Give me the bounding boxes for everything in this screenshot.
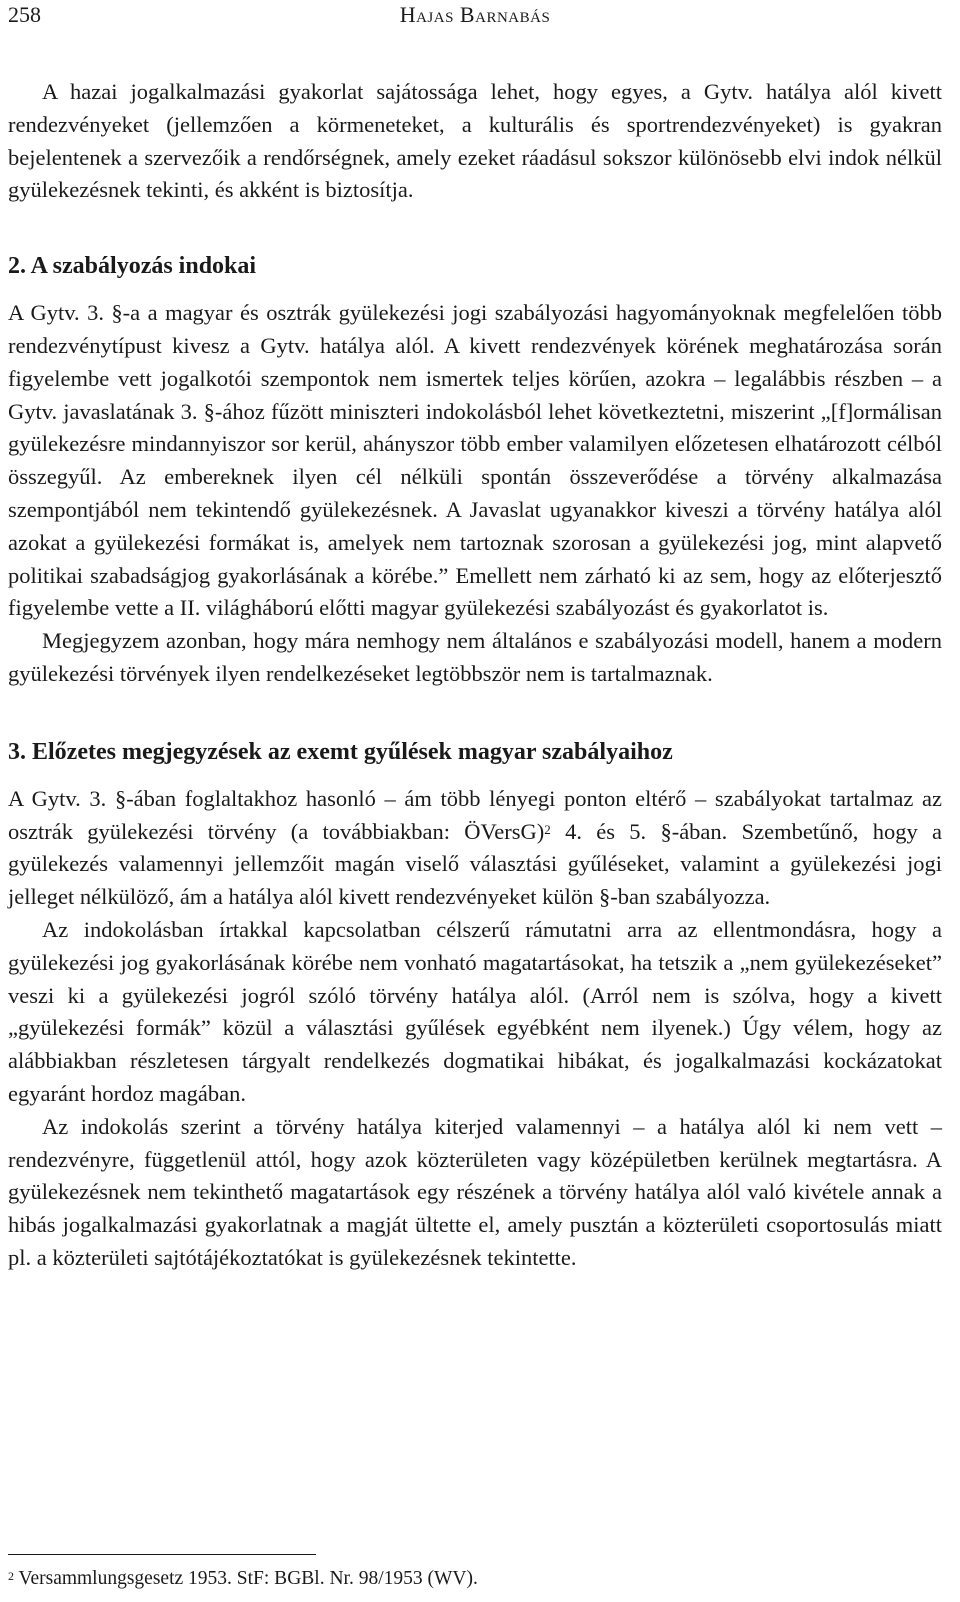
running-title: Hajas Barnabás (399, 2, 551, 27)
document-page (8, 0, 942, 1275)
section-3-paragraph (8, 783, 942, 914)
section-3-text: 4. és 5. §-ában. Szembetűnő, hogy a gyülekezés valamennyi jellemzőit magán viselő választási gyűléseket, valamint a gyülekezési jogi jelleget nélkülöző, ám a hatálya alól kivett rendezvényeket külön §-ban szabályozza. (8, 818, 943, 910)
footnote-reference[interactable]: 2 (544, 821, 551, 837)
section-3-text: A Gytv. 3. §-ában foglaltakhoz hasonló – ám több lényegi ponton eltérő – szabályokat tartalmaz az osztrák gyülekezési törvény (a továbbiakban: ÖVersG) (8, 785, 942, 844)
intro-paragraph: A hazai jogalkalmazási gyakorlat sajátossága lehet, hogy egyes, a Gytv. hatálya alól kivett rendezvényeket (jellemzően a körmeneteket, a kulturális és sportrendezvényeket) is gyakran bejelentenek a szervezőik a rendőrségnek, amely ezeket ráadásul sokszor különösebb elvi indok nélkül gyülekezésnek tekinti, és akként is biztosítja. (8, 79, 942, 203)
section-2-paragraph: Megjegyzem azonban, hogy mára nemhogy nem általános e szabályozási modell, hanem a modern gyülekezési törvények ilyen rendelkezéseket legtöbbször nem is tartalmaznak. (8, 628, 942, 686)
section-2-paragraph: A Gytv. 3. §-a a magyar és osztrák gyülekezési jogi szabályozási hagyományoknak megfelelően több rendezvénytípust kivesz a Gytv. hatálya alól. A kivett rendezvények körének meghatározása során figyelembe vett jogalkotói szempontok nem ismertek teljes körűen, azokra – legalábbis részben – a Gytv. javaslatának 3. §-ához fűzött miniszteri indokolásból lehet következtetni, miszerint „[f]ormálisan gyülekezésre mindannyiszor sor kerül, ahányszor több ember valamilyen előzetesen elhatározott célból összegyűl. Az embereknek ilyen cél nélküli spontán összeverődése a törvény alkalmazása szempontjából nem tekintendő gyülekezésnek. A Javaslat ugyanakkor kiveszi a törvény hatálya alól azokat a gyülekezési formákat is, amelyek nem tartoznak szorosan a gyülekezési jog, mint alapvető politikai szabadságjog gyakorlásának a körébe.” Emellett nem zárható ki az sem, hogy az előterjesztő figyelembe vette a II. világháború előtti magyar gyülekezési szabályozást és gyakorlatot is. (8, 300, 942, 621)
section-3-paragraph: Az indokolásban írtakkal kapcsolatban célszerű rámutatni arra az ellentmondásra, hogy a gyülekezési jog gyakorlásának körébe nem vonható magatartásokat, ha tetszik a „nem gyülekezéseket” veszi ki a gyülekezési jogról szóló törvény hatálya alól. (Arról nem is szólva, hogy a kivett „gyülekezési formák” közül a választási gyűlések egyébként nem ilyenek.) Úgy vélem, hogy az alábbiakban részletesen tárgyalt rendelkezés dogmatikai hibákat, és jogalkalmazási kockázatokat egyaránt hordoz magában. (8, 916, 942, 1106)
section-2-heading: 2. A szabályozás indokai (8, 253, 257, 280)
running-head (8, 0, 942, 40)
page-number: 258 (8, 2, 41, 27)
footnote-number: 2 (8, 1569, 14, 1583)
section-3-heading: 3. Előzetes megjegyzések az exemt gyűlések magyar szabályaihoz (8, 738, 673, 765)
section-3-paragraph: Az indokolás szerint a törvény hatálya kiterjed valamennyi – a hatálya alól ki nem vett – rendezvényre, függetlenül attól, hogy azok közterületen vagy középületben kerülnek megtartásra. A gyülekezésnek nem tekinthető magatartások egy részének a törvény hatálya alól való kivétele annak a hibás jogalkalmazási gyakorlatnak a magját ültette el, amely pusztán a közterületi csoportosulás miatt pl. a közterületi sajtótájékoztatókat is gyülekezésnek tekintette. (8, 1113, 942, 1270)
footnote-divider (8, 1554, 316, 1555)
footnote (8, 1566, 478, 1592)
footnote-text: Versammlungsgesetz 1953. StF: BGBl. Nr. 98/1953 (WV). (18, 1568, 478, 1589)
